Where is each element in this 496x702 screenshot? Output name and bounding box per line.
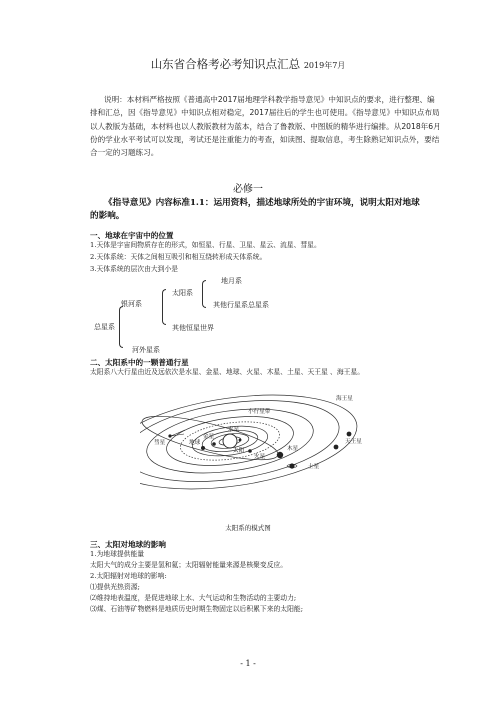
section2-text: 太阳系八大行星由近及远依次是水星、金星、地球、火星、木星、土星、天王星 、海王星。 xyxy=(90,368,365,376)
section3-line-5: ⑵维持地表温度，是促进地球上水、大气运动和生物活动的主要动力; xyxy=(90,594,297,602)
label-sun: 太阳 xyxy=(233,448,245,454)
tree-brace-solar xyxy=(202,280,206,308)
label-comet: 彗星 xyxy=(154,440,166,446)
planet-mercury-icon xyxy=(239,439,242,442)
planet-mars-icon xyxy=(248,449,252,453)
tree-total: 总星系 xyxy=(94,323,115,331)
section1-line-1: 1.天体是宇宙间物质存在的形式，如恒星、行星、卫星、星云、流星、彗星。 xyxy=(90,241,321,249)
planet-jupiter-icon xyxy=(277,452,283,458)
planet-neptune-icon xyxy=(347,432,352,437)
tree-milky-way: 银河系 xyxy=(121,300,142,308)
section2-heading: 二、太阳系中的一颗普通行星 xyxy=(90,358,189,367)
content-standard: 《指导意见》内容标准1.1：运用资料，描述地球所处的宇宙环境，说明太阳对地球的影响。 xyxy=(90,198,420,221)
section3-heading: 三、太阳对地球的影响 xyxy=(90,540,166,549)
section3-line-1: 1.为地球提供能量 xyxy=(90,550,145,558)
section3-line-3: 2.太阳辐射对地球的影响: xyxy=(90,572,167,580)
tree-other-stars: 其他恒星世界 xyxy=(172,324,214,332)
section1-line-3: 3.天体系统的层次由大到小是 xyxy=(90,265,179,273)
section3-line-6: ⑶煤、石油等矿物燃料是地质历史时期生物固定以后积累下来的太阳能; xyxy=(90,605,303,613)
section1-line-2: 2.天体系统：天体之间相互吸引和相互绕转形成天体系统。 xyxy=(90,253,267,261)
label-venus: 金星 xyxy=(203,434,215,440)
sun-icon xyxy=(223,434,237,448)
chapter-heading: 必修一 xyxy=(233,184,263,195)
tree-other-planets: 其他行星系总星系 xyxy=(213,301,269,309)
tree-solar-system: 太阳系 xyxy=(172,289,193,297)
label-mercury: 水星 xyxy=(228,427,240,433)
tree-brace-milky xyxy=(162,289,166,325)
label-jupiter: 木星 xyxy=(287,446,299,452)
section3-line-4: ⑴提供光热资源; xyxy=(90,583,140,591)
section3-line-2: 太阳大气的成分主要是氢和氦；太阳辐射能量来源是核聚变反应。 xyxy=(90,561,288,569)
label-earth: 地球 xyxy=(189,440,201,446)
comet-tail-icon xyxy=(171,430,185,436)
intro-paragraph: 说明：本材料严格按照《普通高中2017届地理学科教学指导意见》中知识点的要求，进行整理、编排和汇总，因《指导意见》中知识点相对稳定，2017届往后的学生也可使用。《指导意见》中知识点布局以人教版为基础，本材料也以人教版教材为蓝本，结合了鲁教版、中图版的精华进行编排。从2018年6月份的学业水平考试可以发现，考试还是注重能力的考查，如读图、提取信息，考生除熟记知识点外，要结合一定的习题练习。 xyxy=(90,95,441,158)
label-saturn: 土星 xyxy=(308,464,320,470)
label-neptune: 海王星 xyxy=(336,396,353,402)
tree-extragalactic: 河外星系 xyxy=(132,346,160,354)
title-date: 2019年7月 xyxy=(303,61,346,70)
label-asteroids: 小行星带 xyxy=(248,409,271,415)
label-uranus: 天王星 xyxy=(345,439,362,445)
orbit-neptune xyxy=(140,381,363,500)
title-text: 山东省合格考必考知识点汇总 xyxy=(150,57,301,71)
tree-brace-total xyxy=(119,306,123,348)
orbit-uranus xyxy=(140,388,344,493)
label-mars: 火星 xyxy=(254,454,266,460)
solar-system-diagram xyxy=(140,378,376,500)
planet-uranus-icon xyxy=(334,445,339,450)
diagram-caption: 太阳系的模式图 xyxy=(225,524,271,532)
planet-venus-icon xyxy=(212,442,216,446)
page-number: - 1 - xyxy=(240,659,256,668)
planet-earth-icon xyxy=(201,446,205,450)
tree-earth-moon: 地月系 xyxy=(221,277,242,285)
section1-heading: 一、地球在宇宙中的位置 xyxy=(90,231,174,240)
